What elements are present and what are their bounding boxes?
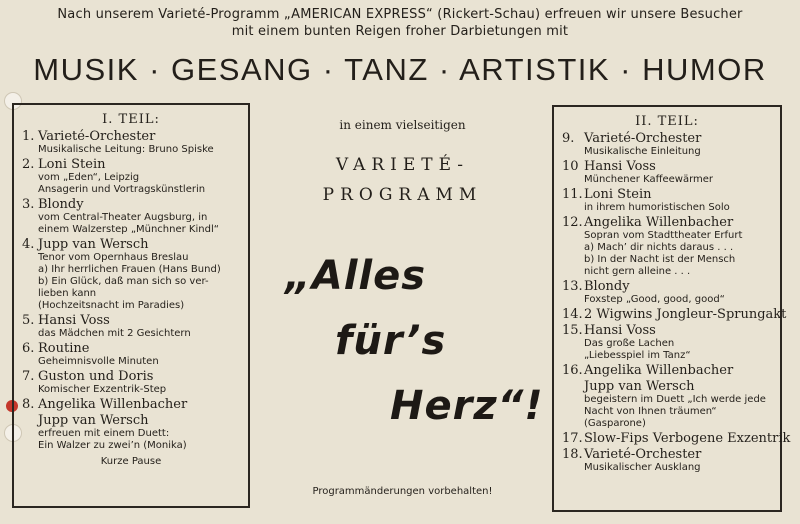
item-detail: nicht gern alleine . . . <box>584 266 691 277</box>
program-item <box>562 307 787 322</box>
program-item <box>22 237 248 312</box>
item-number: 3. <box>22 197 35 212</box>
variete-word: VARIETÉ- <box>335 155 470 175</box>
item-number: 6. <box>22 341 35 356</box>
item-number: 10 <box>562 159 579 174</box>
program-item <box>22 313 248 340</box>
item-detail: Nacht von Ihnen träumen“ <box>584 406 717 417</box>
item-detail: einem Walzerstep „Münchner Kindl“ <box>38 224 219 235</box>
item-number: 11. <box>562 187 583 202</box>
part-two-title: II. TEIL: <box>635 114 699 129</box>
changes-note: Programmänderungen vorbehalten! <box>312 486 493 497</box>
item-number: 18. <box>562 447 583 462</box>
item-number: 13. <box>562 279 583 294</box>
intro-text <box>0 6 800 40</box>
slogan-line-2: für’s <box>335 318 447 364</box>
item-detail: Foxstep „Good, good, good“ <box>584 294 725 305</box>
program-item <box>562 323 780 362</box>
program-item <box>562 159 780 186</box>
performer-name: Blondy <box>38 197 84 212</box>
center-subline: in einem vielseitigen <box>339 118 466 132</box>
item-detail: a) Ihr herrlichen Frauen (Hans Bund) <box>38 264 221 275</box>
item-detail: „Liebesspiel im Tanz“ <box>584 350 691 361</box>
part-two-box <box>552 105 791 512</box>
performer-name: Hansi Voss <box>38 313 110 328</box>
item-number: 9. <box>562 131 575 146</box>
performer-name: Angelika Willenbacher <box>38 397 188 412</box>
item-detail: Münchener Kaffeewärmer <box>584 174 714 185</box>
item-number: 5. <box>22 313 35 328</box>
performer-name: Jupp van Wersch <box>38 413 149 428</box>
item-detail: (Hochzeitsnacht im Paradies) <box>38 300 185 311</box>
item-detail: lieben kann <box>38 288 97 299</box>
part-one-box <box>12 103 250 508</box>
item-detail: a) Mach’ dir nichts daraus . . . <box>584 242 734 253</box>
part-two-list <box>554 131 791 474</box>
performer-name: Guston und Doris <box>38 369 154 384</box>
performer-name: Routine <box>38 341 90 356</box>
program-item <box>562 215 780 278</box>
item-number: 12. <box>562 215 583 230</box>
item-detail: Musikalischer Ausklang <box>584 462 701 473</box>
program-item <box>562 279 780 306</box>
item-number: 1. <box>22 129 35 144</box>
performer-name: Hansi Voss <box>584 159 656 174</box>
item-detail: Ein Walzer zu zwei’n (Monika) <box>38 440 187 451</box>
item-detail: Tenor vom Opernhaus Breslau <box>38 252 189 263</box>
item-detail: in ihrem humoristischen Solo <box>584 202 730 213</box>
programm-word: PROGRAMM <box>322 185 483 205</box>
item-detail: Das große Lachen <box>584 338 675 349</box>
item-number: 15. <box>562 323 583 338</box>
item-detail: Sopran vom Stadttheater Erfurt <box>584 230 743 241</box>
item-detail: b) In der Nacht ist der Mensch <box>584 254 736 265</box>
item-detail: b) Ein Glück, daß man sich so ver- <box>38 276 209 287</box>
performer-name: Slow-Fips Verbogene Exzentrik <box>584 431 791 446</box>
item-detail: Komischer Exzentrik-Step <box>38 384 167 395</box>
item-detail: erfreuen mit einem Duett: <box>38 428 170 439</box>
performer-name: Varieté-Orchester <box>584 447 702 462</box>
item-number: 8. <box>22 397 35 412</box>
center-panel <box>260 118 545 497</box>
item-number: 2. <box>22 157 35 172</box>
program-item <box>562 363 780 378</box>
program-item <box>22 157 248 196</box>
item-number: 7. <box>22 369 35 384</box>
item-detail: vom „Eden“, Leipzig <box>38 172 140 183</box>
item-detail: vom Central-Theater Augsburg, in <box>38 212 208 223</box>
part-one-title: I. TEIL: <box>102 112 160 127</box>
program-item <box>562 431 791 446</box>
intro-line-2: mit einem bunten Reigen froher Darbietungen mit <box>231 24 569 39</box>
item-number: 4. <box>22 237 35 252</box>
headline: MUSIK · GESANG · TANZ · ARTISTIK · HUMOR <box>33 52 767 87</box>
performer-name: Varieté-Orchester <box>584 131 702 146</box>
item-detail: Ansagerin und Vortragskünstlerin <box>38 184 206 195</box>
part-one-list <box>14 129 248 452</box>
performer-name: Varieté-Orchester <box>38 129 156 144</box>
performer-name: Loni Stein <box>584 187 652 202</box>
item-detail: das Mädchen mit 2 Gesichtern <box>38 328 191 339</box>
item-detail: Musikalische Einleitung <box>584 146 701 157</box>
program-item <box>22 129 248 156</box>
performer-name: Blondy <box>584 279 630 294</box>
performer-name: Jupp van Wersch <box>584 379 695 394</box>
intermission-note: Kurze Pause <box>100 456 162 467</box>
program-item <box>22 413 248 452</box>
slogan-line-3: Herz“! <box>390 383 544 429</box>
program-item <box>22 397 248 412</box>
program-item <box>562 379 780 430</box>
performer-name: 2 Wigwins Jongleur-Sprungakt <box>584 307 787 322</box>
item-number: 16. <box>562 363 583 378</box>
program-item <box>22 369 248 396</box>
program-item <box>562 447 780 474</box>
performer-name: Hansi Voss <box>584 323 656 338</box>
item-detail: begeistern im Duett „Ich werde jede <box>584 394 766 405</box>
intro-line-1: Nach unserem Varieté-Programm „AMERICAN EXPRESS“ (Rickert-Schau) erfreuen wir unsere Besucher <box>57 7 743 22</box>
item-detail: Musikalische Leitung: Bruno Spiske <box>38 144 214 155</box>
performer-name: Angelika Willenbacher <box>584 363 734 378</box>
performer-name: Angelika Willenbacher <box>584 215 734 230</box>
slogan-line-1: „Alles <box>285 253 427 299</box>
performer-name: Loni Stein <box>38 157 106 172</box>
performer-name: Jupp van Wersch <box>38 237 149 252</box>
variete-programm <box>260 150 545 210</box>
item-number: 14. <box>562 307 583 322</box>
item-detail: (Gasparone) <box>584 418 646 429</box>
item-detail: Geheimnisvolle Minuten <box>38 356 159 367</box>
program-item <box>562 187 780 214</box>
program-item <box>562 131 780 158</box>
program-item <box>22 197 248 236</box>
program-item <box>22 341 248 368</box>
item-number: 17. <box>562 431 583 446</box>
